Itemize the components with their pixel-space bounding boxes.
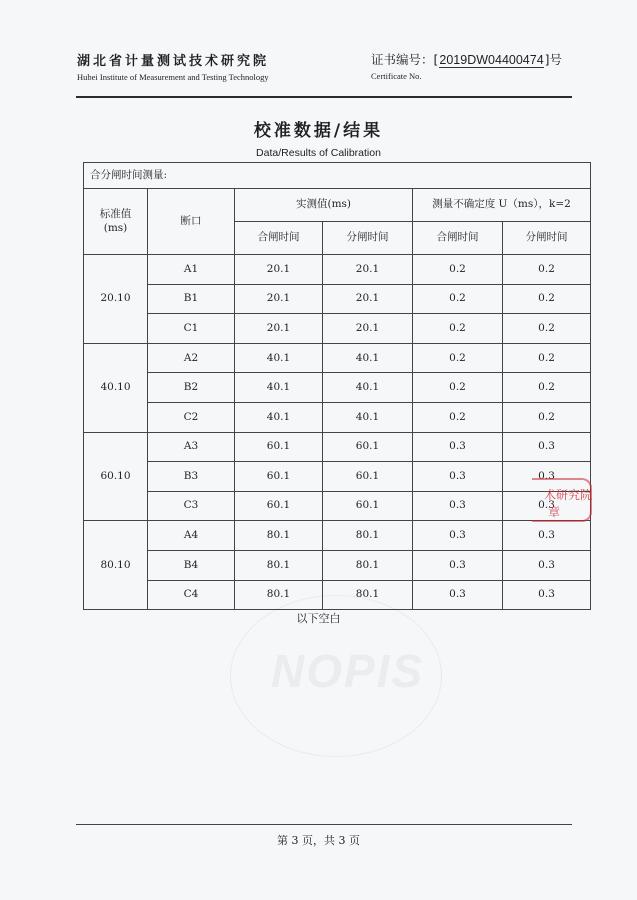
header-standard-value xyxy=(84,189,148,255)
header-measured-value: 实测值(ms) xyxy=(235,189,413,222)
cell-measured-close: 80.1 xyxy=(235,550,323,580)
cell-measured-close: 20.1 xyxy=(235,284,323,314)
cell-uncertainty-open: 0.3 xyxy=(503,580,591,610)
cell-uncertainty-open: 0.2 xyxy=(503,373,591,403)
cell-uncertainty-open: 0.2 xyxy=(503,284,591,314)
table-row xyxy=(84,284,591,314)
institute-name-cn: 湖北省计量测试技术研究院 xyxy=(77,54,270,69)
seal-text-line2: 章 xyxy=(548,505,561,519)
cell-measured-close: 40.1 xyxy=(235,343,323,373)
table-row xyxy=(84,432,591,462)
cell-break-point: B1 xyxy=(148,284,235,314)
cell-break-point: C1 xyxy=(148,314,235,344)
cell-standard-value: 40.10 xyxy=(84,343,148,432)
table-caption-row xyxy=(84,163,591,189)
cell-uncertainty-close: 0.3 xyxy=(413,432,503,462)
cell-measured-open: 40.1 xyxy=(323,373,413,403)
certificate-bracket-close: ]号 xyxy=(544,52,563,67)
cell-measured-close: 80.1 xyxy=(235,580,323,610)
institute-header xyxy=(77,50,269,82)
cell-measured-close: 20.1 xyxy=(235,314,323,344)
calibration-table-body xyxy=(84,163,591,610)
header-divider xyxy=(76,96,572,98)
table-row xyxy=(84,521,591,551)
cell-measured-open: 80.1 xyxy=(323,550,413,580)
table-row xyxy=(84,580,591,610)
cell-measured-open: 40.1 xyxy=(323,343,413,373)
certificate-label-en: Certificate No. xyxy=(371,71,422,81)
page-title-en: Data/Results of Calibration xyxy=(256,147,381,159)
cell-standard-value: 20.10 xyxy=(84,255,148,344)
cell-uncertainty-close: 0.3 xyxy=(413,521,503,551)
cell-break-point: A4 xyxy=(148,521,235,551)
table-row xyxy=(84,255,591,285)
table-row xyxy=(84,462,591,492)
header-break-point: 断口 xyxy=(148,189,235,255)
cell-break-point: C4 xyxy=(148,580,235,610)
cell-uncertainty-close: 0.3 xyxy=(413,580,503,610)
cell-measured-open: 20.1 xyxy=(323,255,413,285)
cell-measured-close: 60.1 xyxy=(235,432,323,462)
certificate-bracket-open: [ xyxy=(433,52,439,67)
table-row xyxy=(84,314,591,344)
seal-text-line1: 术研究院 xyxy=(544,488,593,502)
cell-break-point: A3 xyxy=(148,432,235,462)
cell-uncertainty-close: 0.2 xyxy=(413,314,503,344)
header-uncertainty: 测量不确定度 U（ms），k=2 xyxy=(413,189,591,222)
cell-measured-close: 80.1 xyxy=(235,521,323,551)
cell-uncertainty-open: 0.2 xyxy=(503,255,591,285)
cell-break-point: B3 xyxy=(148,462,235,492)
table-row xyxy=(84,491,591,521)
cell-measured-open: 20.1 xyxy=(323,284,413,314)
table-caption: 合分闸时间测量: xyxy=(84,163,591,189)
cell-measured-open: 60.1 xyxy=(323,432,413,462)
page-number: 第 3 页，共 3 页 xyxy=(277,834,360,847)
header-standard-unit: (ms) xyxy=(103,221,128,234)
cell-measured-open: 20.1 xyxy=(323,314,413,344)
cell-uncertainty-close: 0.3 xyxy=(413,491,503,521)
cell-measured-close: 20.1 xyxy=(235,255,323,285)
header-measured-open: 分闸时间 xyxy=(323,222,413,255)
cell-break-point: B2 xyxy=(148,373,235,403)
table-header-row xyxy=(84,189,591,222)
certificate-label-cn: 证书编号： xyxy=(371,52,434,67)
cell-uncertainty-close: 0.2 xyxy=(413,284,503,314)
header-standard-label: 标准值 xyxy=(99,208,132,221)
cell-measured-open: 40.1 xyxy=(323,402,413,432)
cell-measured-close: 60.1 xyxy=(235,491,323,521)
cell-uncertainty-open: 0.3 xyxy=(503,491,591,521)
cell-break-point: C2 xyxy=(148,402,235,432)
cell-measured-open: 60.1 xyxy=(323,491,413,521)
table-row xyxy=(84,550,591,580)
cell-uncertainty-open: 0.3 xyxy=(503,521,591,551)
certificate-number: 2019DW04400474 xyxy=(439,53,544,67)
cell-uncertainty-close: 0.2 xyxy=(413,343,503,373)
cell-uncertainty-open: 0.3 xyxy=(503,462,591,492)
cell-uncertainty-open: 0.3 xyxy=(503,550,591,580)
cell-break-point: A1 xyxy=(148,255,235,285)
header-uncertainty-open: 分闸时间 xyxy=(503,222,591,255)
calibration-table xyxy=(83,162,591,610)
cell-measured-close: 40.1 xyxy=(235,402,323,432)
cell-uncertainty-open: 0.3 xyxy=(503,432,591,462)
watermark-text: NOPIS xyxy=(271,645,425,697)
cell-measured-open: 80.1 xyxy=(323,580,413,610)
cell-measured-close: 60.1 xyxy=(235,462,323,492)
blank-below-note: 以下空白 xyxy=(296,612,341,625)
table-row xyxy=(84,343,591,373)
header-measured-close: 合闸时间 xyxy=(235,222,323,255)
cell-standard-value: 60.10 xyxy=(84,432,148,521)
cell-uncertainty-close: 0.2 xyxy=(413,255,503,285)
cell-standard-value: 80.10 xyxy=(84,521,148,610)
cell-uncertainty-open: 0.2 xyxy=(503,314,591,344)
table-row xyxy=(84,402,591,432)
institute-seal xyxy=(532,478,598,522)
certificate-number-line xyxy=(371,50,562,68)
table-row xyxy=(84,373,591,403)
header-uncertainty-close: 合闸时间 xyxy=(413,222,503,255)
cell-uncertainty-close: 0.2 xyxy=(413,373,503,403)
cell-break-point: B4 xyxy=(148,550,235,580)
cell-uncertainty-open: 0.2 xyxy=(503,402,591,432)
cell-uncertainty-open: 0.2 xyxy=(503,343,591,373)
certificate-header xyxy=(371,50,562,81)
cell-measured-open: 80.1 xyxy=(323,521,413,551)
cell-measured-close: 40.1 xyxy=(235,373,323,403)
footer-divider xyxy=(76,824,572,825)
cell-uncertainty-close: 0.2 xyxy=(413,402,503,432)
cell-break-point: A2 xyxy=(148,343,235,373)
cell-uncertainty-close: 0.3 xyxy=(413,462,503,492)
cell-break-point: C3 xyxy=(148,491,235,521)
institute-name-en: Hubei Institute of Measurement and Testing Technology xyxy=(77,72,269,82)
page-title-cn: 校准数据/结果 xyxy=(253,121,384,141)
cell-measured-open: 60.1 xyxy=(323,462,413,492)
cell-uncertainty-close: 0.3 xyxy=(413,550,503,580)
